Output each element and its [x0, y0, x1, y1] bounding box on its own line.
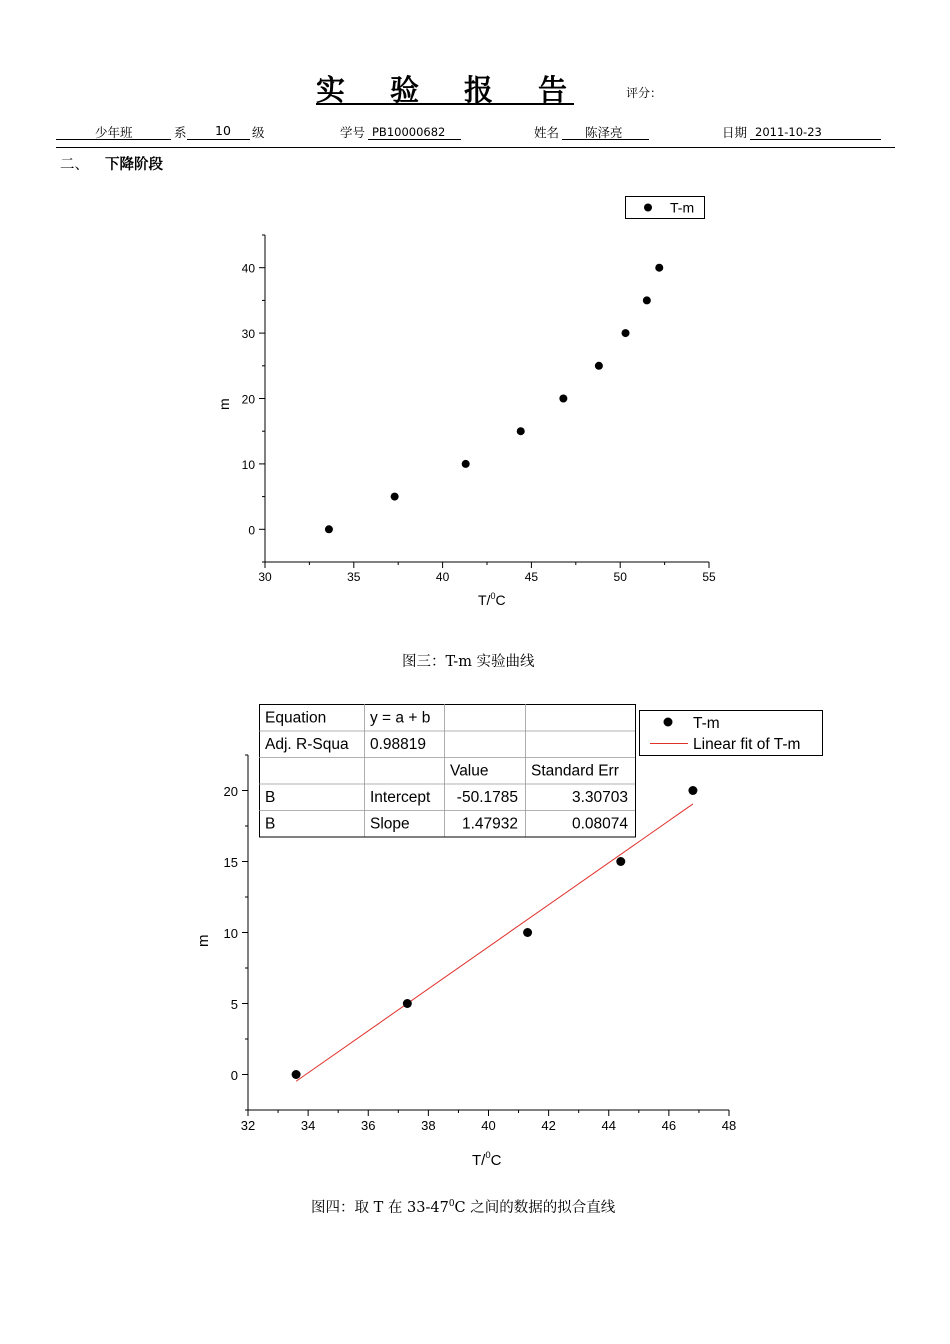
table-cell: B: [265, 789, 276, 806]
y-tick-label: 40: [241, 261, 255, 276]
section-number: 二、: [60, 157, 89, 173]
title-underline: [316, 103, 574, 105]
title-char: 告: [538, 73, 568, 107]
x-tick-label: 38: [421, 1118, 436, 1133]
y-tick-label: 15: [223, 855, 238, 870]
dept-label: 系: [174, 125, 187, 140]
score-label: 评分：: [626, 86, 663, 100]
date-value: 2011-10-23: [755, 125, 822, 139]
data-point: [517, 427, 525, 435]
section-heading: [60, 153, 163, 174]
figure3-axes: [242, 235, 716, 584]
title-char: 报: [464, 73, 494, 107]
x-axis-label: T/$^0$C: [472, 1150, 502, 1169]
figure3-chart: [0, 180, 950, 630]
figure4-legend: [640, 711, 823, 756]
x-tick-label: 35: [347, 570, 361, 584]
x-tick-label: 42: [541, 1118, 556, 1133]
x-tick-label: 48: [721, 1118, 737, 1133]
data-point: [391, 493, 399, 501]
name-value: 陈泽亮: [585, 125, 623, 140]
x-tick-label: 36: [361, 1118, 376, 1133]
table-cell: Equation: [265, 709, 327, 727]
title-char: 实: [316, 73, 346, 107]
data-point: [403, 999, 412, 1008]
y-tick-label: 5: [230, 997, 238, 1012]
student-id-underline: [368, 139, 461, 140]
figure4-caption: 图四：取 T 在 $33-47^0C$ 之间的数据的拟合直线: [311, 1199, 616, 1216]
y-tick-label: 10: [223, 926, 238, 941]
x-axis-label: T/$^0$C: [478, 591, 506, 608]
table-cell: B: [265, 815, 276, 833]
table-cell: Value: [450, 762, 489, 780]
y-tick-label: 10: [241, 457, 255, 472]
legend-marker: [664, 718, 673, 727]
table-cell: 3.30703: [571, 789, 628, 806]
table-cell: Standard Err: [531, 762, 619, 780]
table-cell: 1.47932: [461, 815, 518, 833]
y-tick-label: 0: [230, 1068, 238, 1083]
data-point: [643, 296, 651, 304]
fit-line: [296, 804, 693, 1081]
data-point: [688, 786, 697, 795]
legend-label-fit: Linear fit of T-m: [693, 736, 801, 753]
figure4-chart: [0, 695, 950, 1185]
name-underline: [562, 139, 649, 140]
student-id-label: 学号: [340, 125, 366, 140]
y-axis-label: m: [216, 398, 232, 410]
title-char: 验: [390, 73, 420, 107]
class-value: 少年班: [95, 125, 133, 140]
data-point: [292, 1070, 301, 1079]
section-title: 下降阶段: [105, 157, 163, 173]
data-point: [559, 395, 567, 403]
date-underline: [750, 139, 881, 140]
student-id-value: PB10000682: [372, 125, 446, 139]
x-tick-label: 40: [435, 570, 450, 584]
y-tick-label: 0: [248, 523, 255, 538]
table-cell: 0.98819: [370, 736, 427, 753]
x-tick-label: 40: [481, 1118, 496, 1133]
legend-label: T-m: [670, 199, 695, 216]
x-tick-label: 45: [524, 570, 539, 584]
x-tick-label: 30: [258, 570, 272, 584]
x-tick-label: 55: [702, 570, 716, 584]
name-label: 姓名: [534, 125, 560, 140]
x-tick-label: 50: [613, 570, 627, 584]
y-tick-label: 20: [223, 784, 238, 799]
figure4-fit-line: [296, 804, 693, 1081]
y-axis-label: m: [195, 934, 212, 947]
figure3-legend: [626, 197, 705, 219]
legend-marker: [644, 204, 652, 212]
data-point: [523, 928, 532, 937]
table-cell: 0.08074: [571, 815, 628, 833]
figure3-points: [325, 264, 663, 534]
grade-label: 级: [252, 125, 265, 140]
grade-underline: [187, 139, 250, 140]
header-rule: [56, 147, 895, 148]
table-cell: y = a + b: [370, 709, 431, 727]
x-tick-label: 46: [661, 1118, 677, 1133]
table-cell: Slope: [370, 815, 410, 833]
x-tick-label: 32: [240, 1118, 256, 1133]
data-point: [622, 329, 630, 337]
date-label: 日期: [722, 125, 748, 140]
y-tick-label: 30: [241, 327, 255, 342]
fit-results-table: [259, 704, 636, 837]
data-point: [325, 525, 333, 533]
x-tick-label: 44: [601, 1118, 616, 1133]
grade-value: 10: [215, 123, 231, 138]
class-underline: [56, 139, 171, 140]
data-point: [655, 264, 663, 272]
figure3-caption: 图三：T-m 实验曲线: [402, 654, 535, 670]
y-tick-label: 20: [241, 392, 255, 407]
x-tick-label: 34: [300, 1118, 316, 1133]
data-point: [595, 362, 603, 370]
table-cell: Adj. R-Squa: [265, 736, 349, 753]
table-cell: -50.1785: [456, 789, 518, 806]
data-point: [462, 460, 470, 468]
table-cell: Intercept: [370, 789, 431, 806]
data-point: [616, 857, 625, 866]
legend-label-points: T-m: [693, 715, 720, 732]
